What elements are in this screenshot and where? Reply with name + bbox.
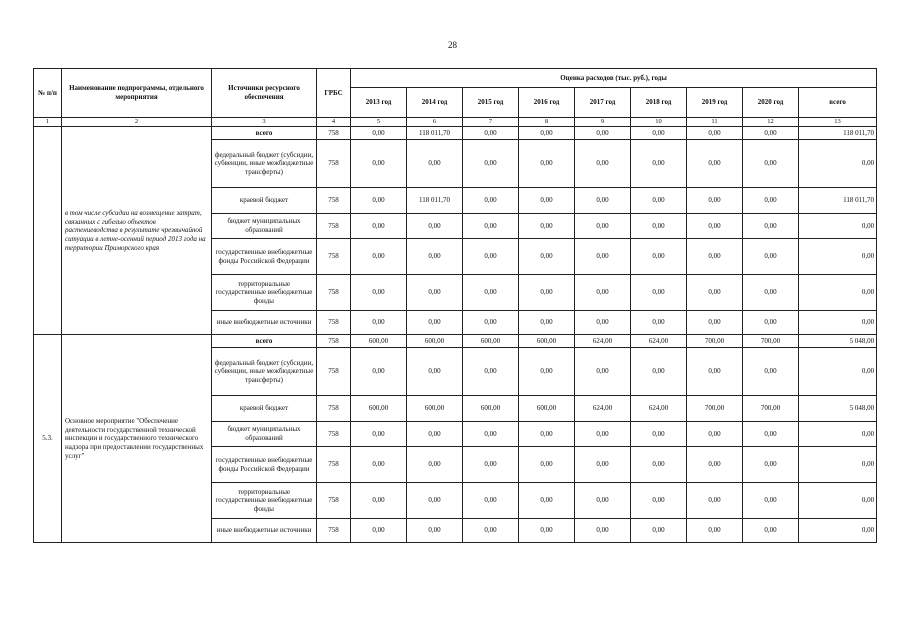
row-number: 5.3. [34, 335, 62, 543]
year-value: 0,00 [687, 311, 743, 335]
year-value: 0,00 [575, 348, 631, 396]
column-index: 12 [743, 118, 799, 127]
year-value: 0,00 [351, 422, 407, 447]
year-value: 0,00 [631, 447, 687, 483]
year-value: 0,00 [575, 239, 631, 275]
column-index: 1 [34, 118, 62, 127]
year-value: 0,00 [463, 140, 519, 188]
year-value: 0,00 [407, 447, 463, 483]
total-value: 118 011,70 [799, 127, 877, 140]
total-value: 5 048,00 [799, 396, 877, 422]
total-value: 0,00 [799, 422, 877, 447]
funding-source: бюджет муниципальных образований [212, 422, 317, 447]
year-value: 600,00 [463, 335, 519, 348]
year-value: 0,00 [463, 447, 519, 483]
year-value: 0,00 [687, 140, 743, 188]
year-value: 0,00 [687, 188, 743, 214]
total-value: 0,00 [799, 519, 877, 543]
year-value: 600,00 [407, 396, 463, 422]
funding-source: государственные внебюджетные фонды Российской Федерации [212, 239, 317, 275]
year-value: 118 011,70 [407, 127, 463, 140]
year-value: 0,00 [463, 127, 519, 140]
year-value: 0,00 [407, 275, 463, 311]
funding-source: всего [212, 127, 317, 140]
page-number: 28 [448, 40, 457, 50]
funding-source: государственные внебюджетные фонды Российской Федерации [212, 447, 317, 483]
year-value: 600,00 [519, 396, 575, 422]
year-value: 0,00 [351, 127, 407, 140]
year-value: 0,00 [743, 422, 799, 447]
year-value: 624,00 [575, 396, 631, 422]
budget-table [33, 68, 877, 543]
year-value: 0,00 [575, 311, 631, 335]
grbs-code: 758 [317, 519, 351, 543]
year-value: 0,00 [463, 348, 519, 396]
year-value: 0,00 [631, 275, 687, 311]
year-value: 0,00 [743, 348, 799, 396]
header-year: 2013 год [351, 88, 407, 118]
year-value: 0,00 [351, 188, 407, 214]
year-value: 600,00 [519, 335, 575, 348]
year-value: 0,00 [631, 239, 687, 275]
column-index: 9 [575, 118, 631, 127]
year-value: 0,00 [463, 275, 519, 311]
year-value: 0,00 [519, 214, 575, 239]
table-row [34, 335, 877, 348]
year-value: 700,00 [743, 396, 799, 422]
grbs-code: 758 [317, 422, 351, 447]
funding-source: территориальные государственные внебюджетные фонды [212, 275, 317, 311]
year-value: 0,00 [631, 519, 687, 543]
year-value: 0,00 [519, 311, 575, 335]
table-header [34, 69, 877, 127]
year-value: 0,00 [575, 127, 631, 140]
year-value: 0,00 [743, 127, 799, 140]
total-value: 0,00 [799, 214, 877, 239]
year-value: 0,00 [631, 127, 687, 140]
year-value: 0,00 [575, 188, 631, 214]
year-value: 0,00 [519, 140, 575, 188]
year-value: 0,00 [575, 483, 631, 519]
year-value: 0,00 [519, 275, 575, 311]
grbs-code: 758 [317, 483, 351, 519]
header-year: 2017 год [575, 88, 631, 118]
year-value: 0,00 [575, 447, 631, 483]
year-value: 0,00 [407, 422, 463, 447]
funding-source: иные внебюджетные источники [212, 519, 317, 543]
year-value: 0,00 [743, 214, 799, 239]
year-value: 0,00 [519, 127, 575, 140]
year-value: 0,00 [519, 239, 575, 275]
grbs-code: 758 [317, 348, 351, 396]
year-value: 0,00 [407, 239, 463, 275]
year-value: 0,00 [743, 140, 799, 188]
total-value: 0,00 [799, 447, 877, 483]
funding-source: федеральный бюджет (субсидии, субвенции, иные межбюджетные трансферты) [212, 348, 317, 396]
total-value: 5 048,00 [799, 335, 877, 348]
grbs-code: 758 [317, 214, 351, 239]
header-no: № п/п [34, 69, 62, 118]
column-index: 6 [407, 118, 463, 127]
header-source: Источники ресурсного обеспечения [212, 69, 317, 118]
funding-source: краевой бюджет [212, 396, 317, 422]
year-value: 700,00 [743, 335, 799, 348]
column-index: 11 [687, 118, 743, 127]
year-value: 600,00 [407, 335, 463, 348]
total-value: 118 011,70 [799, 188, 877, 214]
year-value: 0,00 [351, 311, 407, 335]
funding-source: бюджет муниципальных образований [212, 214, 317, 239]
year-value: 0,00 [743, 239, 799, 275]
grbs-code: 758 [317, 396, 351, 422]
funding-source: территориальные государственные внебюджетные фонды [212, 483, 317, 519]
year-value: 700,00 [687, 335, 743, 348]
year-value: 0,00 [519, 447, 575, 483]
header-grbs: ГРБС [317, 69, 351, 118]
total-value: 0,00 [799, 483, 877, 519]
year-value: 0,00 [407, 519, 463, 543]
year-value: 0,00 [687, 214, 743, 239]
year-value: 0,00 [743, 275, 799, 311]
year-value: 0,00 [687, 447, 743, 483]
total-value: 0,00 [799, 348, 877, 396]
grbs-code: 758 [317, 311, 351, 335]
year-value: 0,00 [519, 348, 575, 396]
year-value: 0,00 [407, 348, 463, 396]
year-value: 0,00 [351, 214, 407, 239]
header-year: 2015 год [463, 88, 519, 118]
year-value: 0,00 [407, 311, 463, 335]
year-value: 700,00 [687, 396, 743, 422]
header-estimate: Оценка расходов (тыс. руб.), годы [351, 69, 877, 88]
year-value: 0,00 [463, 239, 519, 275]
header-year: 2020 год [743, 88, 799, 118]
grbs-code: 758 [317, 188, 351, 214]
year-value: 0,00 [687, 127, 743, 140]
funding-source: иные внебюджетные источники [212, 311, 317, 335]
year-value: 0,00 [575, 214, 631, 239]
year-value: 600,00 [351, 335, 407, 348]
table-body [34, 127, 877, 543]
column-index: 2 [62, 118, 212, 127]
header-year: 2019 год [687, 88, 743, 118]
year-value: 0,00 [463, 483, 519, 519]
year-value: 600,00 [463, 396, 519, 422]
year-value: 0,00 [463, 519, 519, 543]
header-name: Наименование подпрограммы, отдельного мероприятия [62, 69, 212, 118]
year-value: 0,00 [631, 214, 687, 239]
year-value: 0,00 [631, 188, 687, 214]
year-value: 624,00 [631, 396, 687, 422]
total-value: 0,00 [799, 275, 877, 311]
year-value: 0,00 [631, 422, 687, 447]
total-value: 0,00 [799, 239, 877, 275]
funding-source: краевой бюджет [212, 188, 317, 214]
funding-source: федеральный бюджет (субсидии, субвенции, иные межбюджетные трансферты) [212, 140, 317, 188]
year-value: 0,00 [351, 447, 407, 483]
year-value: 0,00 [463, 311, 519, 335]
row-number [34, 127, 62, 335]
column-index: 7 [463, 118, 519, 127]
year-value: 0,00 [407, 214, 463, 239]
year-value: 0,00 [351, 483, 407, 519]
year-value: 0,00 [687, 348, 743, 396]
year-value: 0,00 [351, 275, 407, 311]
grbs-code: 758 [317, 335, 351, 348]
grbs-code: 758 [317, 275, 351, 311]
year-value: 0,00 [463, 422, 519, 447]
funding-source: всего [212, 335, 317, 348]
grbs-code: 758 [317, 239, 351, 275]
year-value: 0,00 [743, 311, 799, 335]
year-value: 624,00 [575, 335, 631, 348]
header-year: 2016 год [519, 88, 575, 118]
measure-name: в том числе субсидии на возмещение затрат, связанных с гибелью объектов растениеводства в результате чрезвычайной ситуации в летне-осенний период 2013 года на территории Приморского края [62, 127, 212, 335]
header-year: 2018 год [631, 88, 687, 118]
year-value: 0,00 [351, 519, 407, 543]
year-value: 0,00 [687, 239, 743, 275]
year-value: 0,00 [519, 188, 575, 214]
year-value: 0,00 [519, 422, 575, 447]
year-value: 0,00 [631, 348, 687, 396]
year-value: 0,00 [743, 447, 799, 483]
year-value: 0,00 [743, 483, 799, 519]
year-value: 0,00 [743, 188, 799, 214]
year-value: 0,00 [519, 519, 575, 543]
year-value: 0,00 [631, 311, 687, 335]
year-value: 0,00 [351, 239, 407, 275]
year-value: 118 011,70 [407, 188, 463, 214]
year-value: 0,00 [575, 519, 631, 543]
year-value: 0,00 [463, 214, 519, 239]
column-index: 13 [799, 118, 877, 127]
column-index: 10 [631, 118, 687, 127]
header-year: 2014 год [407, 88, 463, 118]
year-value: 0,00 [687, 422, 743, 447]
header-year: всего [799, 88, 877, 118]
measure-name: Основное мероприятие "Обеспечение деятельности государственной технической инспекции и государственного технического надзора при предоставлении государственных услуг" [62, 335, 212, 543]
year-value: 0,00 [631, 140, 687, 188]
column-index: 4 [317, 118, 351, 127]
year-value: 0,00 [407, 140, 463, 188]
total-value: 0,00 [799, 311, 877, 335]
year-value: 0,00 [575, 275, 631, 311]
year-value: 0,00 [743, 519, 799, 543]
grbs-code: 758 [317, 447, 351, 483]
year-value: 0,00 [575, 140, 631, 188]
year-value: 0,00 [519, 483, 575, 519]
year-value: 0,00 [463, 188, 519, 214]
year-value: 0,00 [687, 483, 743, 519]
grbs-code: 758 [317, 127, 351, 140]
year-value: 0,00 [687, 519, 743, 543]
column-index: 3 [212, 118, 317, 127]
year-value: 0,00 [351, 348, 407, 396]
grbs-code: 758 [317, 140, 351, 188]
total-value: 0,00 [799, 140, 877, 188]
year-value: 624,00 [631, 335, 687, 348]
column-index: 8 [519, 118, 575, 127]
year-value: 600,00 [351, 396, 407, 422]
year-value: 0,00 [351, 140, 407, 188]
table-row [34, 127, 877, 140]
year-value: 0,00 [687, 275, 743, 311]
year-value: 0,00 [407, 483, 463, 519]
year-value: 0,00 [631, 483, 687, 519]
year-value: 0,00 [575, 422, 631, 447]
column-index: 5 [351, 118, 407, 127]
